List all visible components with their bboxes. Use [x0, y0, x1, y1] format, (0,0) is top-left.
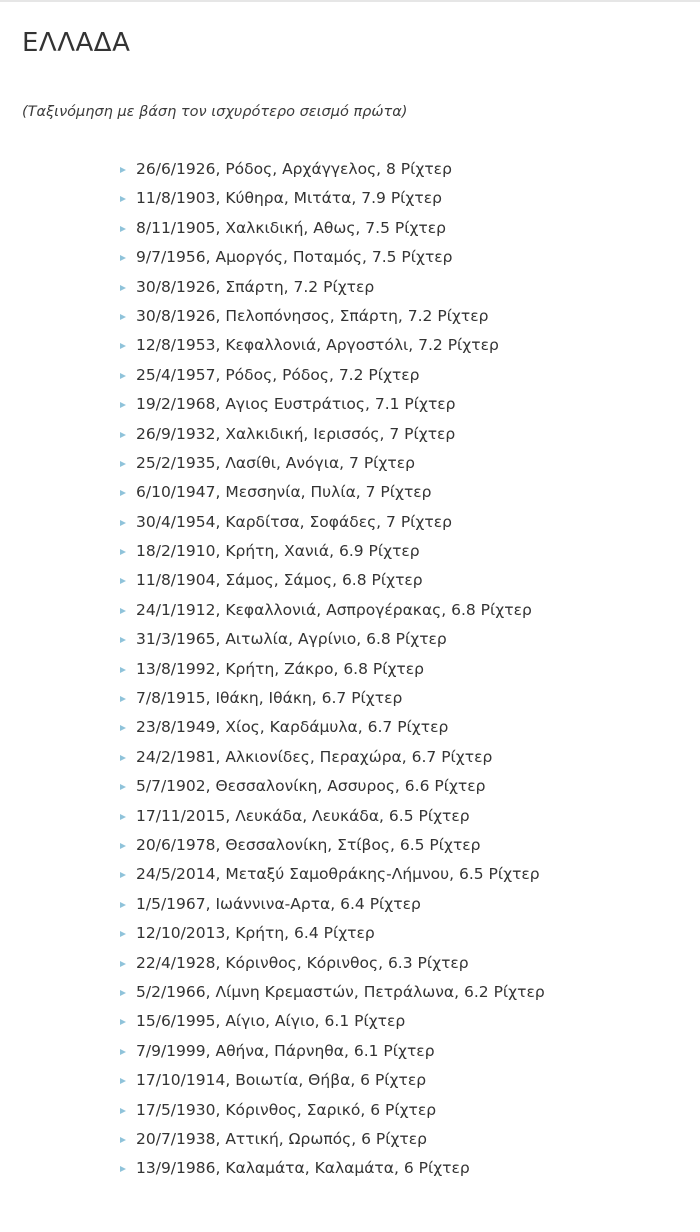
earthquake-entry-text: 20/6/1978, Θεσσαλονίκη, Στίβος, 6.5 Ρίχτερ — [136, 835, 481, 854]
triangle-right-icon — [120, 696, 126, 702]
list-item — [120, 508, 545, 537]
earthquake-list — [120, 155, 545, 1184]
earthquake-entry-text: 26/6/1926, Ρόδος, Αρχάγγελος, 8 Ρίχτερ — [136, 160, 452, 178]
triangle-right-icon — [120, 549, 126, 555]
earthquake-entry-text: 24/1/1912, Κεφαλλονιά, Ασπρογέρακας, 6.8 Ρίχτερ — [136, 600, 532, 619]
earthquake-entry-text: 15/6/1995, Αίγιο, Αίγιο, 6.1 Ρίχτερ — [136, 1012, 406, 1031]
list-item — [120, 655, 545, 684]
triangle-right-icon — [120, 961, 126, 967]
triangle-right-icon — [120, 1019, 126, 1025]
list-item — [120, 1007, 545, 1036]
earthquake-entry-text: 24/2/1981, Αλκιονίδες, Περαχώρα, 6.7 Ρίχτερ — [136, 747, 493, 766]
earthquake-entry-text: 8/11/1905, Χαλκιδική, Αθως, 7.5 Ρίχτερ — [136, 218, 446, 237]
list-item — [120, 155, 545, 184]
earthquake-entry-text: 5/7/1902, Θεσσαλονίκη, Ασσυρος, 6.6 Ρίχτερ — [136, 777, 486, 796]
earthquake-entry-text: 5/2/1966, Λίμνη Κρεμαστών, Πετράλωνα, 6.2 Ρίχτερ — [136, 982, 545, 1001]
list-item — [120, 919, 545, 948]
list-item — [120, 772, 545, 801]
earthquake-entry-text: 30/8/1926, Πελοπόνησος, Σπάρτη, 7.2 Ρίχτερ — [136, 306, 489, 325]
top-divider — [0, 0, 700, 2]
earthquake-entry-text: 23/8/1949, Χίος, Καρδάμυλα, 6.7 Ρίχτερ — [136, 718, 449, 737]
earthquake-entry-text: 17/5/1930, Κόρινθος, Σαρικό, 6 Ρίχτερ — [136, 1100, 437, 1119]
list-item — [120, 596, 545, 625]
list-item — [120, 949, 545, 978]
list-item — [120, 1037, 545, 1066]
triangle-right-icon — [120, 637, 126, 643]
list-item — [120, 978, 545, 1007]
triangle-right-icon — [120, 1108, 126, 1114]
earthquake-entry-text: 31/3/1965, Αιτωλία, Αγρίνιο, 6.8 Ρίχτερ — [136, 630, 447, 649]
triangle-right-icon — [120, 667, 126, 673]
list-item — [120, 1154, 545, 1183]
earthquake-entry-text: 26/9/1932, Χαλκιδική, Ιερισσός, 7 Ρίχτερ — [136, 424, 456, 443]
list-item — [120, 478, 545, 507]
triangle-right-icon — [120, 402, 126, 408]
earthquake-entry-text: 6/10/1947, Μεσσηνία, Πυλία, 7 Ρίχτερ — [136, 483, 432, 502]
list-item — [120, 890, 545, 919]
earthquake-entry-text: 24/5/2014, Μεταξύ Σαμοθράκης-Λήμνου, 6.5 Ρίχτερ — [136, 865, 540, 884]
earthquake-entry-text: 1/5/1967, Ιωάννινα-Αρτα, 6.4 Ρίχτερ — [136, 894, 421, 913]
triangle-right-icon — [120, 872, 126, 878]
earthquake-entry-text: 13/9/1986, Καλαμάτα, Καλαμάτα, 6 Ρίχτερ — [136, 1159, 470, 1178]
earthquake-entry-text: 7/9/1999, Αθήνα, Πάρνηθα, 6.1 Ρίχτερ — [136, 1041, 435, 1060]
list-item — [120, 361, 545, 390]
triangle-right-icon — [120, 608, 126, 614]
triangle-right-icon — [120, 1078, 126, 1084]
list-item — [120, 390, 545, 419]
triangle-right-icon — [120, 196, 126, 202]
list-item — [120, 713, 545, 742]
triangle-right-icon — [120, 843, 126, 849]
triangle-right-icon — [120, 226, 126, 232]
page-title: ΕΛΛΑΔΑ — [22, 28, 131, 58]
earthquake-entry-text: 7/8/1915, Ιθάκη, Ιθάκη, 6.7 Ρίχτερ — [136, 689, 403, 708]
list-item — [120, 1066, 545, 1095]
earthquake-entry-text: 25/4/1957, Ρόδος, Ρόδος, 7.2 Ρίχτερ — [136, 365, 420, 384]
list-item — [120, 566, 545, 595]
triangle-right-icon — [120, 285, 126, 291]
list-item — [120, 537, 545, 566]
list-item — [120, 331, 545, 360]
list-item — [120, 831, 545, 860]
earthquake-entry-text: 18/2/1910, Κρήτη, Χανιά, 6.9 Ρίχτερ — [136, 542, 420, 561]
list-item — [120, 1096, 545, 1125]
earthquake-entry-text: 30/4/1954, Καρδίτσα, Σοφάδες, 7 Ρίχτερ — [136, 512, 452, 531]
list-item — [120, 802, 545, 831]
earthquake-entry-text: 11/8/1904, Σάμος, Σάμος, 6.8 Ρίχτερ — [136, 571, 423, 590]
list-item — [120, 420, 545, 449]
triangle-right-icon — [120, 902, 126, 908]
earthquake-entry-text: 13/8/1992, Κρήτη, Ζάκρο, 6.8 Ρίχτερ — [136, 659, 424, 678]
earthquake-entry-text: 22/4/1928, Κόρινθος, Κόρινθος, 6.3 Ρίχτερ — [136, 953, 469, 972]
triangle-right-icon — [120, 520, 126, 526]
earthquake-entry-text: 20/7/1938, Αττική, Ωρωπός, 6 Ρίχτερ — [136, 1129, 427, 1148]
triangle-right-icon — [120, 432, 126, 438]
triangle-right-icon — [120, 578, 126, 584]
earthquake-entry-text: 12/10/2013, Κρήτη, 6.4 Ρίχτερ — [136, 924, 375, 943]
triangle-right-icon — [120, 461, 126, 467]
earthquake-entry-text: 9/7/1956, Αμοργός, Ποταμός, 7.5 Ρίχτερ — [136, 248, 453, 267]
triangle-right-icon — [120, 725, 126, 731]
triangle-right-icon — [120, 373, 126, 379]
list-item — [120, 743, 545, 772]
triangle-right-icon — [120, 1049, 126, 1055]
triangle-right-icon — [120, 1137, 126, 1143]
list-item — [120, 860, 545, 889]
triangle-right-icon — [120, 255, 126, 261]
list-item — [120, 302, 545, 331]
triangle-right-icon — [120, 343, 126, 349]
list-item — [120, 273, 545, 302]
earthquake-entry-text: 25/2/1935, Λασίθι, Ανόγια, 7 Ρίχτερ — [136, 453, 415, 472]
earthquake-entry-text: 11/8/1903, Κύθηρα, Μιτάτα, 7.9 Ρίχτερ — [136, 189, 442, 208]
list-item — [120, 1125, 545, 1154]
triangle-right-icon — [120, 490, 126, 496]
sort-note: (Ταξινόμηση με βάση τον ισχυρότερο σεισμό πρώτα) — [22, 104, 408, 120]
triangle-right-icon — [120, 990, 126, 996]
earthquake-entry-text: 12/8/1953, Κεφαλλονιά, Αργοστόλι, 7.2 Ρίχτερ — [136, 336, 499, 355]
list-item — [120, 214, 545, 243]
earthquake-entry-text: 30/8/1926, Σπάρτη, 7.2 Ρίχτερ — [136, 277, 375, 296]
triangle-right-icon — [120, 755, 126, 761]
triangle-right-icon — [120, 167, 126, 173]
earthquake-entry-text: 17/11/2015, Λευκάδα, Λευκάδα, 6.5 Ρίχτερ — [136, 806, 470, 825]
earthquake-entry-text: 19/2/1968, Αγιος Ευστράτιος, 7.1 Ρίχτερ — [136, 395, 456, 414]
list-item — [120, 449, 545, 478]
triangle-right-icon — [120, 931, 126, 937]
triangle-right-icon — [120, 314, 126, 320]
triangle-right-icon — [120, 814, 126, 820]
triangle-right-icon — [120, 784, 126, 790]
list-item — [120, 243, 545, 272]
list-item — [120, 625, 545, 654]
triangle-right-icon — [120, 1166, 126, 1172]
list-item — [120, 684, 545, 713]
earthquake-entry-text: 17/10/1914, Βοιωτία, Θήβα, 6 Ρίχτερ — [136, 1071, 427, 1090]
list-item — [120, 184, 545, 213]
